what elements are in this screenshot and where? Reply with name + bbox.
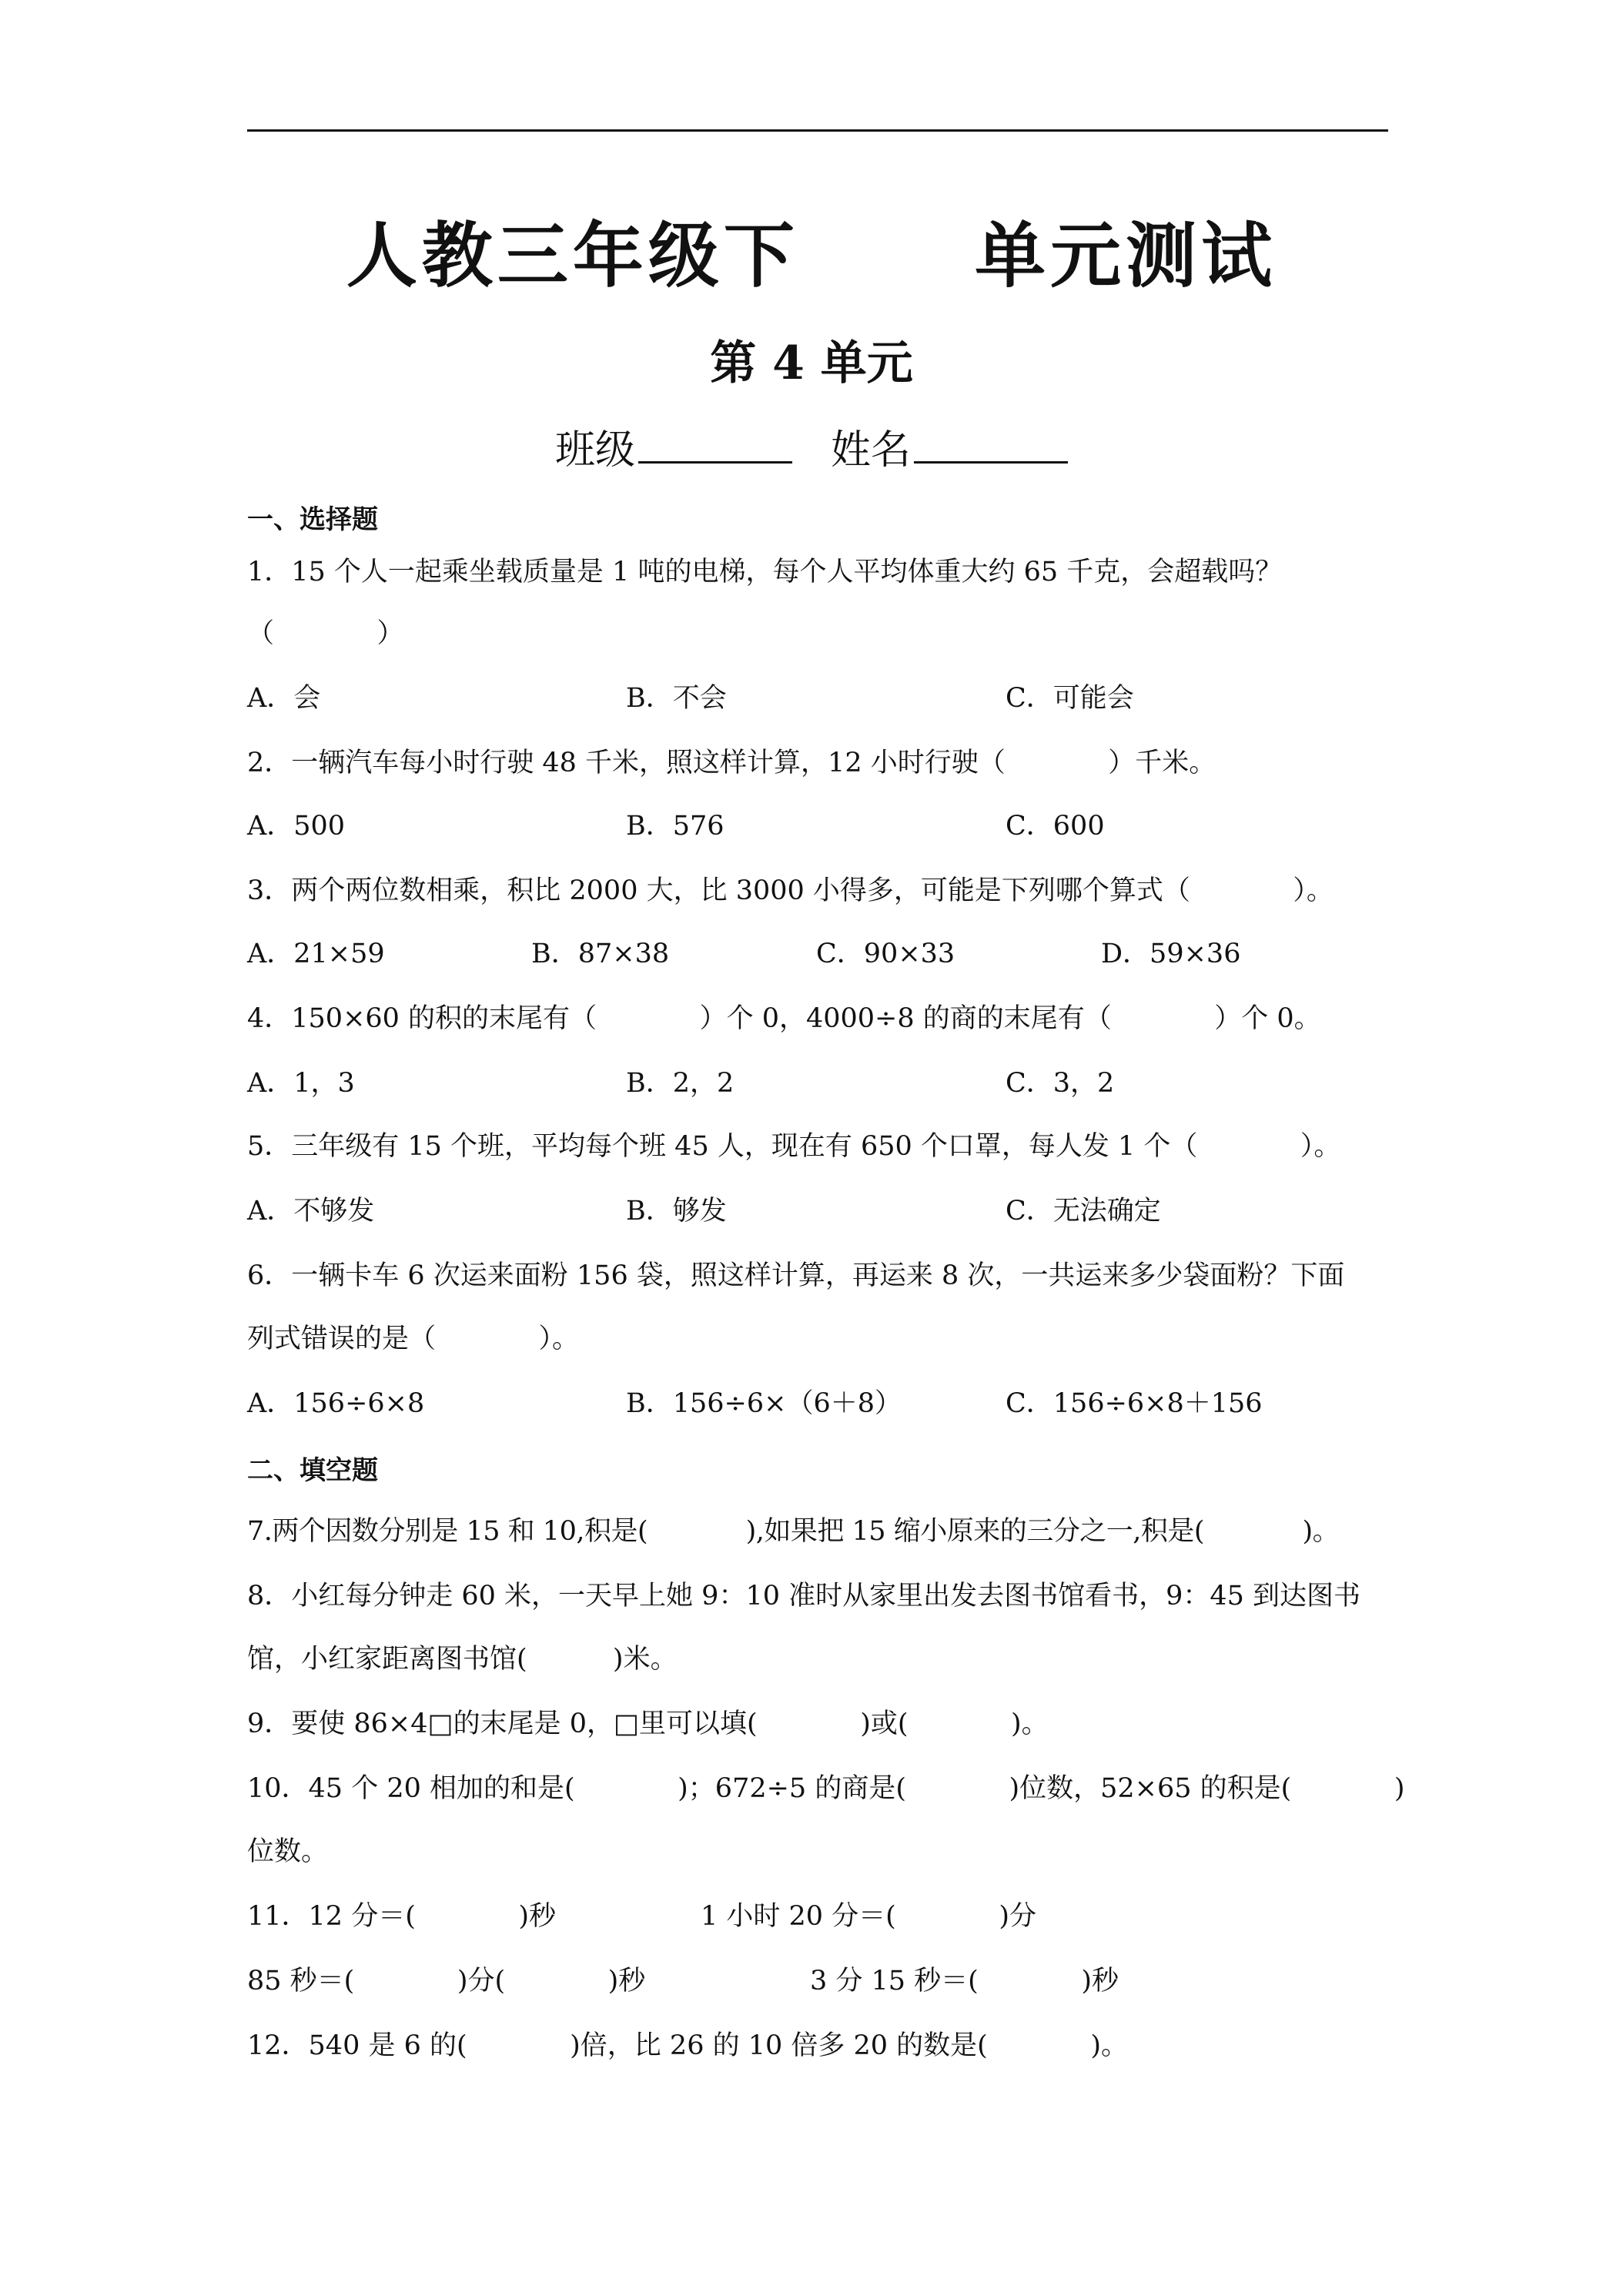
header-rule (247, 129, 1388, 132)
question-1-answer-blank: （ ） (247, 618, 404, 649)
q1-option-c[interactable]: C．可能会 (1006, 683, 1134, 714)
question-7-text: 7.两个因数分别是 15 和 10,积是( ),如果把 15 缩小原来的三分之一,积是( )。 (247, 1516, 1340, 1547)
q6-option-c[interactable]: C．156÷6×8＋156 (1006, 1388, 1263, 1419)
question-11-part-a: 11．12 分＝( )秒 (247, 1901, 557, 1932)
q6-option-b[interactable]: B．156÷6×（6＋8） (626, 1388, 902, 1419)
question-8-text-cont: 馆，小红家距离图书馆( )米。 (247, 1644, 678, 1675)
question-2-text: 2．一辆汽车每小时行驶 48 千米，照这样计算，12 小时行驶（ ）千米。 (247, 748, 1216, 778)
question-10-text: 10．45 个 20 相加的和是( )；672÷5 的商是( )位数，52×65 的积是( ) (247, 1773, 1405, 1804)
q5-option-a[interactable]: A．不够发 (247, 1196, 375, 1227)
question-6-text-cont: 列式错误的是（ ）。 (247, 1324, 580, 1354)
q1-option-b[interactable]: B．不会 (626, 683, 727, 714)
name-blank[interactable] (914, 426, 1068, 464)
section-fill-title: 二、填空题 (247, 1455, 378, 1486)
q2-option-b[interactable]: B．576 (626, 811, 724, 842)
name-label: 姓名 (831, 427, 912, 474)
q5-option-c[interactable]: C．无法确定 (1006, 1196, 1161, 1227)
question-4-text: 4．150×60 的积的末尾有（ ）个 0，4000÷8 的商的末尾有（ ）个 0。 (247, 1003, 1321, 1034)
class-blank[interactable] (638, 426, 792, 464)
q3-option-c[interactable]: C．90×33 (816, 939, 955, 969)
question-6-text: 6．一辆卡车 6 次运来面粉 156 袋，照这样计算，再运来 8 次，一共运来多少袋面粉？下面 (247, 1260, 1345, 1291)
q3-option-a[interactable]: A．21×59 (247, 939, 385, 969)
question-3-text: 3．两个两位数相乘，积比 2000 大，比 3000 小得多，可能是下列哪个算式（ ）。 (247, 875, 1334, 906)
page-title: 人教三年级下 单元测试 (346, 215, 1277, 297)
q3-option-b[interactable]: B．87×38 (531, 939, 670, 969)
q2-option-a[interactable]: A．500 (247, 811, 346, 842)
question-8-text: 8．小红每分钟走 60 米，一天早上她 9：10 准时从家里出发去图书馆看书，9：45 到达图书 (247, 1581, 1361, 1612)
question-11-part-b: 1 小时 20 分＝( )分 (701, 1901, 1036, 1932)
question-1-text: 1．15 个人一起乘坐载质量是 1 吨的电梯，每个人平均体重大约 65 千克，会超载吗？ (247, 557, 1283, 587)
question-9-text: 9．要使 86×4□的末尾是 0，□里可以填( )或( )。 (247, 1709, 1049, 1739)
q2-option-c[interactable]: C．600 (1006, 811, 1105, 842)
q4-option-a[interactable]: A．1，3 (247, 1068, 355, 1099)
class-name-line (0, 425, 1623, 477)
unit-subtitle: 第 4 单元 (710, 336, 913, 390)
q3-option-d[interactable]: D．59×36 (1101, 939, 1241, 969)
question-11-part-c: 85 秒＝( )分( )秒 (247, 1966, 646, 1996)
q4-option-b[interactable]: B．2，2 (626, 1068, 735, 1099)
section-choice-title: 一、选择题 (247, 504, 378, 535)
question-12-text: 12．540 是 6 的( )倍，比 26 的 10 倍多 20 的数是( )。 (247, 2030, 1128, 2061)
q1-option-a[interactable]: A．会 (247, 683, 321, 714)
question-10-text-cont: 位数。 (247, 1836, 329, 1867)
question-11-part-d: 3 分 15 秒＝( )秒 (810, 1966, 1119, 1996)
class-label: 班级 (554, 427, 635, 474)
q5-option-b[interactable]: B．够发 (626, 1196, 727, 1227)
question-5-text: 5．三年级有 15 个班，平均每个班 45 人，现在有 650 个口罩，每人发 1 个（ ）。 (247, 1131, 1341, 1162)
q6-option-a[interactable]: A．156÷6×8 (247, 1388, 425, 1419)
q4-option-c[interactable]: C．3，2 (1006, 1068, 1115, 1099)
